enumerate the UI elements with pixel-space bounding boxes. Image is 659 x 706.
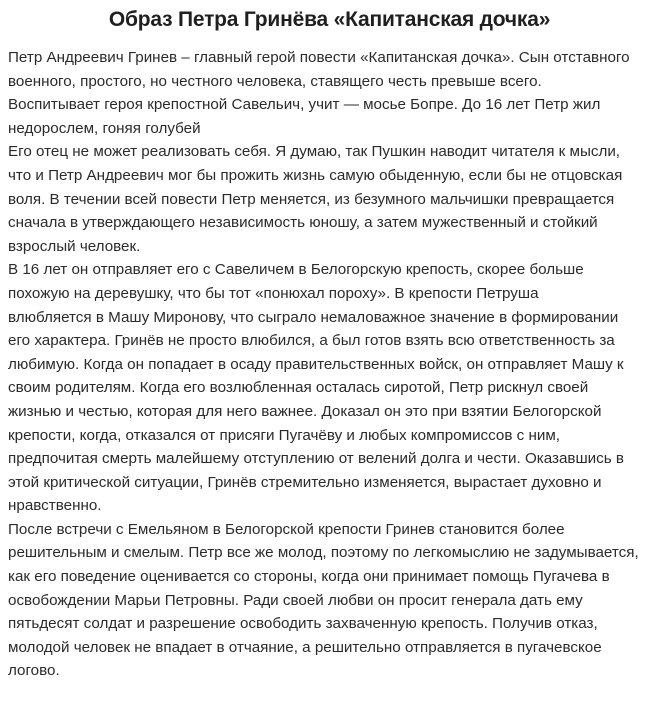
text-line: этой критической ситуации, Гринёв стремительно изменяется, вырастает духовно и bbox=[8, 473, 602, 491]
text-line: освобождении Марьи Петровны. Ради своей любви он просит генерала дать ему bbox=[8, 591, 583, 609]
text-line: крепости, когда, отказался от присяги Пугачёву и любых компромиссов с ним, bbox=[8, 426, 560, 444]
text-line: своим родителям. Когда его возлюбленная осталась сиротой, Петр рискнул своей bbox=[8, 379, 589, 397]
text-line: решительным и смелым. Петр все же молод, поэтому по легкомыслию не задумывается, bbox=[8, 544, 639, 562]
text-line: жизнью и честью, которая для него важнее. Доказал он это при взятии Белогорской bbox=[8, 402, 602, 420]
text-line: военного, простого, но честного человека, ставящего честь превыше всего. bbox=[8, 72, 542, 90]
text-line: предпочитая смерть малейшему отступлению от велений долга и чести. Оказавшись в bbox=[8, 450, 624, 468]
text-line: как его поведение оценивается со стороны, когда они принимает помощь Пугачева в bbox=[8, 568, 610, 586]
text-line: что и Петр Андреевич мог бы прожить жизнь самую обыденную, если бы не отцовская bbox=[8, 166, 623, 184]
text-line: воля. В течении всей повести Петр меняется, из безумного мальчишки превращается bbox=[8, 190, 615, 208]
text-line: пятьдесят солдат и разрешение освободить захваченную крепость. Получив отказ, bbox=[8, 615, 598, 633]
paragraph bbox=[8, 140, 651, 258]
text-line: Петр Андреевич Гринев – главный герой повести «Капитанская дочка». Сын отставного bbox=[8, 49, 630, 66]
text-line: любимую. Когда он попадает в осаду правительственных войск, он отправляет Машу к bbox=[8, 355, 624, 373]
text-line: сначала в утверждающего независимость юношу, а затем мужественный и стойкий bbox=[8, 214, 598, 232]
paragraph bbox=[8, 518, 651, 683]
paragraph bbox=[8, 93, 651, 140]
text-line: его характера. Гринёв не просто влюбился, а был готов взять всю ответственность за bbox=[8, 332, 615, 350]
paragraph bbox=[8, 258, 651, 518]
text-line: Его отец не может реализовать себя. Я думаю, так Пушкин наводит читателя к мысли, bbox=[8, 143, 621, 161]
paragraph bbox=[8, 46, 651, 93]
text-line: Воспитывает героя крепостной Савельич, учит — мосье Бопре. До 16 лет Петр жил bbox=[8, 96, 601, 114]
text-line: После встречи с Емельяном в Белогорской крепости Гринев становится более bbox=[8, 520, 565, 538]
article-body bbox=[8, 46, 651, 683]
text-line: нравственно. bbox=[8, 497, 102, 515]
text-line: логово. bbox=[8, 662, 60, 680]
text-line: В 16 лет он отправляет его с Савеличем в Белогорскую крепость, скорее больше bbox=[8, 261, 584, 279]
text-line: похожую на деревушку, что бы тот «понюхал пороху». В крепости Петруша bbox=[8, 284, 539, 302]
text-line: молодой человек не впадает в отчаяние, а решительно отправляется в пугачевское bbox=[8, 638, 602, 656]
text-line: взрослый человек. bbox=[8, 237, 141, 255]
text-line: влюбляется в Машу Миронову, что сыграло немаловажное значение в формировании bbox=[8, 308, 619, 326]
page-title: Образ Петра Гринёва «Капитанская дочка» bbox=[108, 8, 551, 31]
text-line: недорослем, гоняя голубей bbox=[8, 119, 201, 137]
